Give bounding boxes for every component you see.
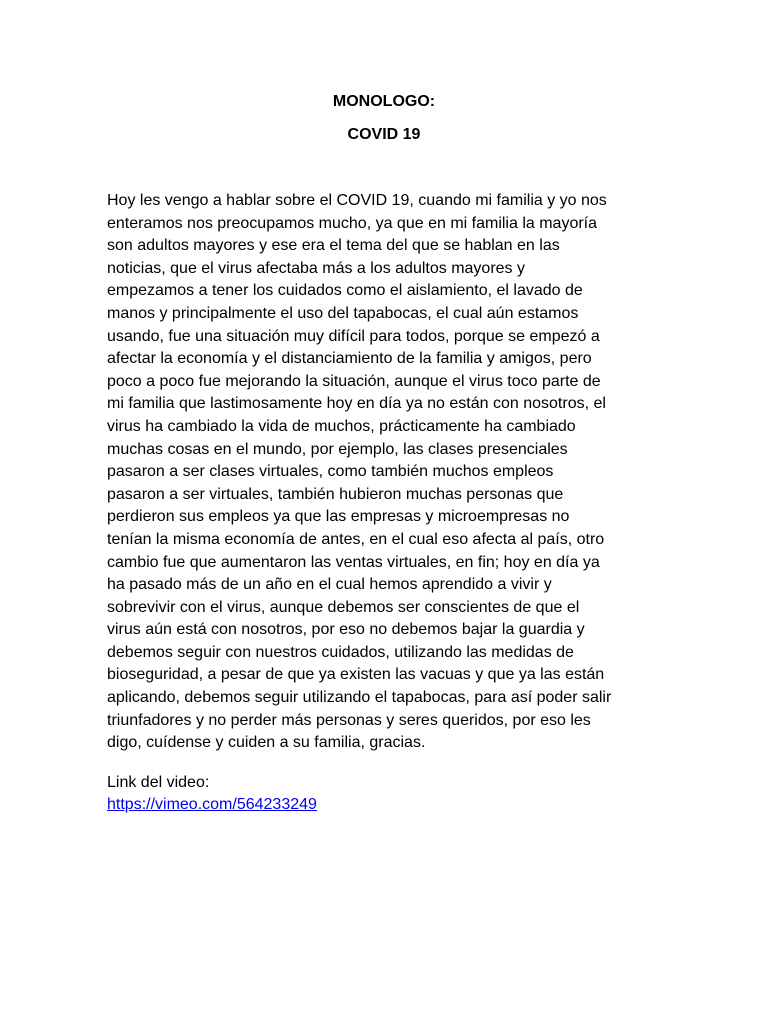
body-line: digo, cuídense y cuiden a su familia, gracias.: [107, 734, 426, 752]
body-line: manos y principalmente el uso del tapabocas, el cual aún estamos: [107, 304, 579, 322]
body-line: virus ha cambiado la vida de muchos, prácticamente ha cambiado: [107, 417, 576, 435]
body-line: pasaron a ser virtuales, también hubieron muchas personas que: [107, 485, 564, 503]
body-line: aplicando, debemos seguir utilizando el tapabocas, para así poder salir: [107, 689, 612, 707]
body-line: enteramos nos preocupamos mucho, ya que en mi familia la mayoría: [107, 214, 598, 232]
video-link-label: Link del video:: [107, 774, 210, 791]
body-line: poco a poco fue mejorando la situación, aunque el virus toco parte de: [107, 372, 601, 390]
body-line: noticias, que el virus afectaba más a los adultos mayores y: [107, 259, 525, 277]
document-title: MONOLOGO:: [332, 93, 436, 110]
body-line: son adultos mayores y ese era el tema del que se hablan en las: [107, 237, 560, 255]
document-body: [107, 190, 667, 755]
body-line: virus aún está con nosotros, por eso no debemos bajar la guardia y: [107, 621, 585, 639]
body-line: afectar la economía y el distanciamiento de la familia y amigos, pero: [107, 350, 592, 368]
video-link[interactable]: https://vimeo.com/564233249: [107, 796, 317, 813]
body-line: cambio fue que aumentaron las ventas virtuales, en fin; hoy en día ya: [107, 553, 600, 571]
body-line: pasaron a ser clases virtuales, como también muchos empleos: [107, 463, 554, 481]
body-line: bioseguridad, a pesar de que ya existen las vacuas y que ya las están: [107, 666, 605, 684]
document-subtitle: COVID 19: [347, 126, 421, 143]
body-line: muchas cosas en el mundo, por ejemplo, las clases presenciales: [107, 440, 568, 458]
body-line: mi familia que lastimosamente hoy en día ya no están con nosotros, el: [107, 395, 606, 413]
body-line: debemos seguir con nuestros cuidados, utilizando las medidas de: [107, 643, 574, 661]
body-line: Hoy les vengo a hablar sobre el COVID 19, cuando mi familia y yo nos: [107, 192, 607, 209]
body-line: usando, fue una situación muy difícil para todos, porque se empezó a: [107, 327, 600, 345]
body-line: tenían la misma economía de antes, en el cual eso afecta al país, otro: [107, 530, 605, 548]
body-line: perdieron sus empleos ya que las empresas y microempresas no: [107, 508, 570, 526]
body-line: empezamos a tener los cuidados como el aislamiento, el lavado de: [107, 282, 583, 300]
body-line: sobrevivir con el virus, aunque debemos ser conscientes de que el: [107, 598, 580, 616]
body-line: triunfadores y no perder más personas y seres queridos, por eso les: [107, 711, 591, 729]
body-line: ha pasado más de un año en el cual hemos aprendido a vivir y: [107, 576, 552, 594]
